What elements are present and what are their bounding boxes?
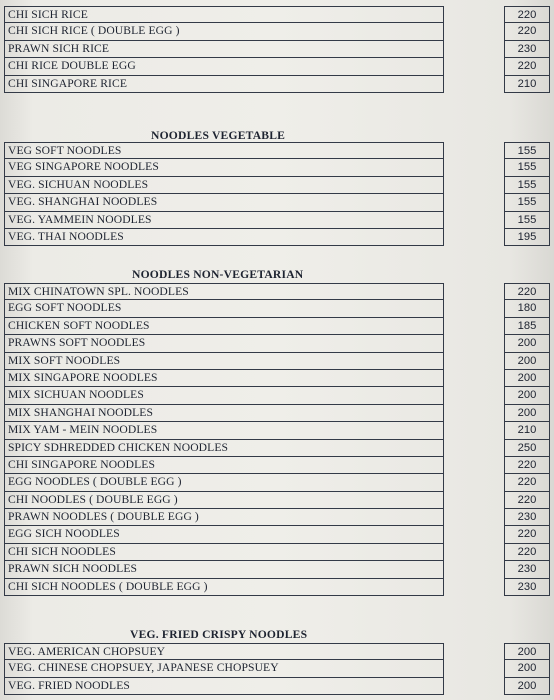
item-price: 200 — [504, 405, 550, 422]
section-heading-noodles-non-vegetarian: NOODLES NON-VEGETARIAN — [132, 268, 304, 281]
item-name: EGG NOODLES ( DOUBLE EGG ) — [4, 474, 444, 491]
item-name: CHI SINGAPORE NOODLES — [4, 457, 444, 474]
item-name: CHI SICH NOODLES ( DOUBLE EGG ) — [4, 579, 444, 596]
item-name: CHI SINGAPORE RICE — [4, 76, 444, 93]
item-price: 200 — [504, 643, 550, 660]
item-price: 250 — [504, 440, 550, 457]
item-name: VEG. CHINESE CHOPSUEY, JAPANESE CHOPSUEY — [4, 660, 444, 677]
item-name: PRAWN SICH NOODLES — [4, 561, 444, 578]
item-name: VEG. YAMMEIN NOODLES — [4, 212, 444, 229]
item-price: 220 — [504, 283, 550, 300]
item-name: VEG SINGAPORE NOODLES — [4, 159, 444, 176]
item-price: 200 — [504, 660, 550, 677]
item-name: MIX CHINATOWN SPL. NOODLES — [4, 283, 444, 300]
item-name: VEG. FRIED NOODLES — [4, 678, 444, 695]
item-price: 155 — [504, 212, 550, 229]
item-price: 220 — [504, 457, 550, 474]
item-price: 210 — [504, 76, 550, 93]
item-price: 230 — [504, 509, 550, 526]
item-name: VEG. THAI NOODLES — [4, 229, 444, 246]
item-price: 230 — [504, 41, 550, 58]
item-name: CHICKEN SOFT NOODLES — [4, 318, 444, 335]
item-name: PRAWNS SOFT NOODLES — [4, 335, 444, 352]
section-heading-noodles-vegetable: NOODLES VEGETABLE — [151, 129, 286, 142]
item-price: 200 — [504, 678, 550, 695]
item-name: CHI SICH RICE ( DOUBLE EGG ) — [4, 23, 444, 40]
item-name: VEG. SICHUAN NOODLES — [4, 177, 444, 194]
item-price: 230 — [504, 579, 550, 596]
item-price: 230 — [504, 561, 550, 578]
item-price: 220 — [504, 6, 550, 23]
item-price: 200 — [504, 387, 550, 404]
item-price: 155 — [504, 194, 550, 211]
item-name: PRAWN SICH RICE — [4, 41, 444, 58]
item-price: 220 — [504, 474, 550, 491]
item-name: CHI RICE DOUBLE EGG — [4, 58, 444, 75]
item-price: 155 — [504, 159, 550, 176]
item-name: PRAWN NOODLES ( DOUBLE EGG ) — [4, 509, 444, 526]
item-name: MIX SHANGHAI NOODLES — [4, 405, 444, 422]
item-price: 195 — [504, 229, 550, 246]
item-price: 185 — [504, 318, 550, 335]
item-price: 220 — [504, 58, 550, 75]
item-price: 220 — [504, 492, 550, 509]
item-name: CHI SICH RICE — [4, 6, 444, 23]
item-name: VEG SOFT NOODLES — [4, 142, 444, 159]
item-name: EGG SICH NOODLES — [4, 526, 444, 543]
item-price: 220 — [504, 544, 550, 561]
item-price: 220 — [504, 23, 550, 40]
item-name: VEG. AMERICAN CHOPSUEY — [4, 643, 444, 660]
item-price: 220 — [504, 526, 550, 543]
item-name: EGG SOFT NOODLES — [4, 300, 444, 317]
item-name: MIX SICHUAN NOODLES — [4, 387, 444, 404]
item-name: MIX SOFT NOODLES — [4, 353, 444, 370]
item-price: 200 — [504, 335, 550, 352]
section-heading-veg-fried-crispy-noodles: VEG. FRIED CRISPY NOODLES — [130, 628, 308, 641]
item-name: VEG. SHANGHAI NOODLES — [4, 194, 444, 211]
item-price: 155 — [504, 177, 550, 194]
item-name: MIX YAM - MEIN NOODLES — [4, 422, 444, 439]
item-name: MIX SINGAPORE NOODLES — [4, 370, 444, 387]
item-price: 200 — [504, 370, 550, 387]
item-price: 180 — [504, 300, 550, 317]
item-price: 210 — [504, 422, 550, 439]
item-name: CHI NOODLES ( DOUBLE EGG ) — [4, 492, 444, 509]
item-name: CHI SICH NOODLES — [4, 544, 444, 561]
item-name: SPICY SDHREDDED CHICKEN NOODLES — [4, 440, 444, 457]
item-price: 200 — [504, 353, 550, 370]
item-price: 155 — [504, 142, 550, 159]
